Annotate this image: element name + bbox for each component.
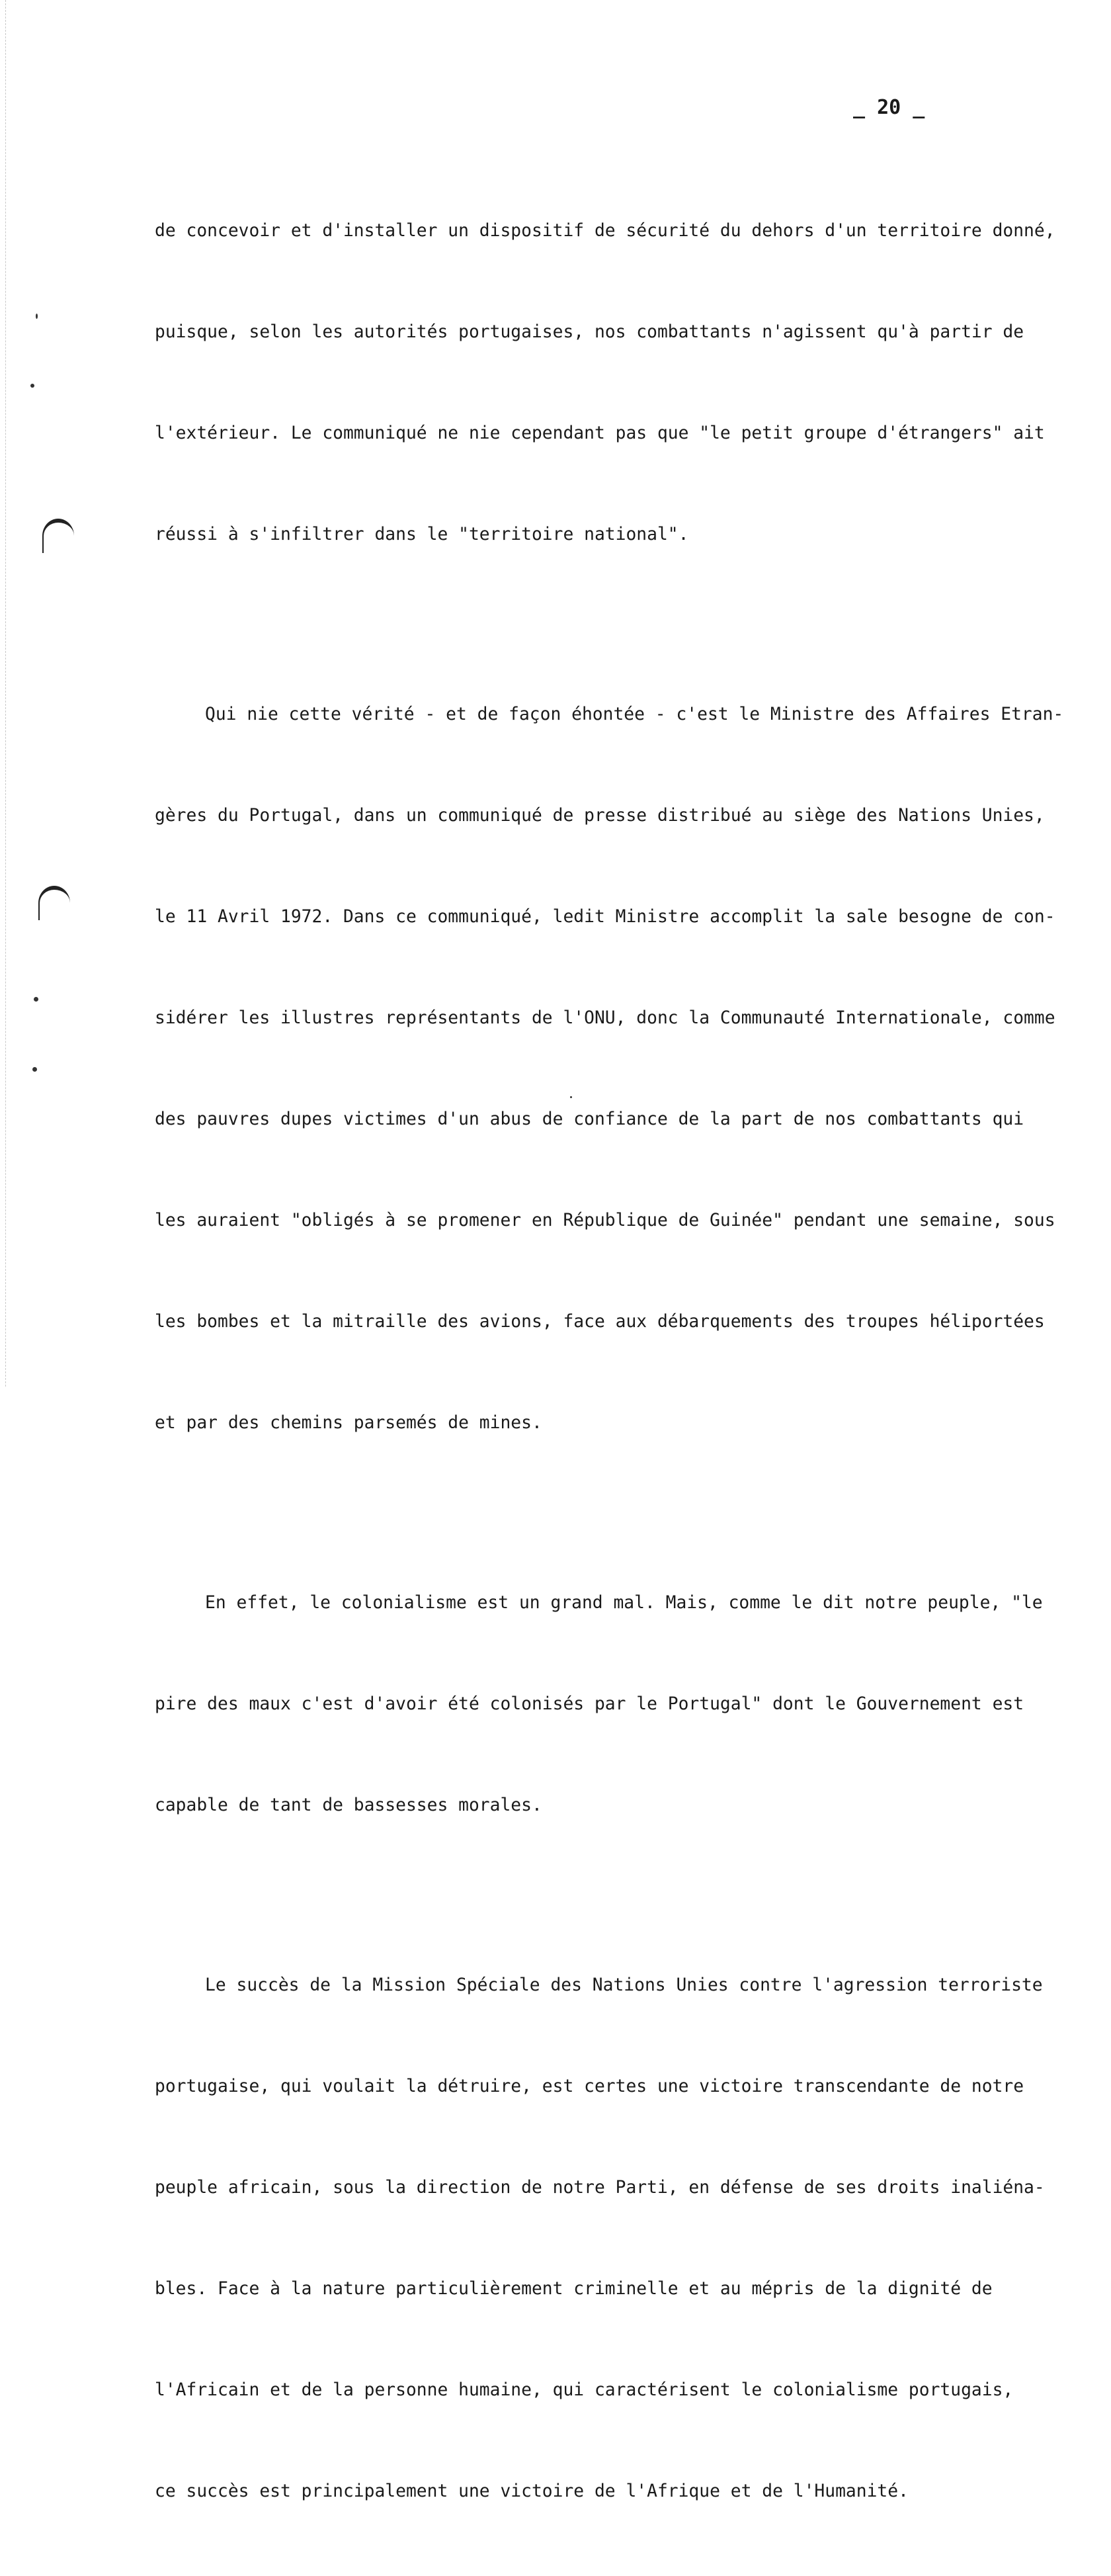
text-line: En effet, le colonialisme est un grand mal. Mais, comme le dit notre peuple, "le — [205, 1593, 1043, 1613]
text-line: des pauvres dupes victimes d'un abus de confiance de la part de nos combattants qui — [155, 1109, 1024, 1129]
text-line: sidérer les illustres représentants de l'ONU, donc la Communauté Internationale, comme — [155, 1008, 1055, 1028]
text-line: les bombes et la mitraille des avions, face aux débarquements des troupes héliportées — [155, 1312, 1045, 1332]
text-line: l'extérieur. Le communiqué ne nie cependant pas que "le petit groupe d'étrangers" ait — [155, 423, 1045, 443]
binding-hole-mark — [42, 519, 74, 553]
text-line: les auraient "obligés à se promener en République de Guinée" pendant une semaine, sous — [155, 1211, 1055, 1230]
paragraph-2 — [155, 630, 1067, 1508]
text-line: capable de tant de bassesses morales. — [155, 1795, 542, 1815]
text-line: pire des maux c'est d'avoir été colonisés par le Portugal" dont le Gouvernement est — [155, 1694, 1024, 1714]
paragraph-1 — [155, 147, 1067, 619]
text-line: Qui nie cette vérité - et de façon éhontée - c'est le Ministre des Affaires Etran- — [205, 705, 1064, 724]
paragraph-4 — [155, 1901, 1067, 2576]
scan-dot — [34, 997, 38, 1002]
binding-hole-mark — [38, 886, 70, 920]
text-line: réussi à s'infiltrer dans le "territoire national". — [155, 525, 689, 544]
scan-speck — [570, 1096, 572, 1098]
text-line: bles. Face à la nature particulièrement criminelle et au mépris de la dignité de — [155, 2279, 993, 2299]
scan-speck — [36, 314, 38, 319]
text-line: l'Africain et de la personne humaine, qui caractérisent le colonialisme portugais, — [155, 2380, 1014, 2400]
scan-dot — [32, 1067, 37, 1072]
paragraph-3 — [155, 1519, 1067, 1890]
page-number: _ 20 _ — [853, 96, 925, 119]
text-line: Le succès de la Mission Spéciale des Nations Unies contre l'agression terroriste — [205, 1975, 1043, 1995]
text-line: de concevoir et d'installer un dispositif de sécurité du dehors d'un territoire donné, — [155, 221, 1055, 241]
text-line: puisque, selon les autorités portugaises, nos combattants n'agissent qu'à partir de — [155, 322, 1024, 342]
text-line: et par des chemins parsemés de mines. — [155, 1413, 542, 1433]
left-margin-edge — [5, 0, 6, 1387]
text-line: gères du Portugal, dans un communiqué de presse distribué au siège des Nations Unies, — [155, 806, 1045, 826]
text-line: peuple africain, sous la direction de notre Parti, en défense de ses droits inaliéna- — [155, 2178, 1045, 2198]
body-text — [155, 147, 1067, 2576]
scan-dot — [30, 384, 34, 388]
text-line: ce succès est principalement une victoire de l'Afrique et de l'Humanité. — [155, 2481, 909, 2501]
text-line: le 11 Avril 1972. Dans ce communiqué, ledit Ministre accomplit la sale besogne de con- — [155, 907, 1055, 927]
text-line: portugaise, qui voulait la détruire, est certes une victoire transcendante de notre — [155, 2077, 1024, 2096]
